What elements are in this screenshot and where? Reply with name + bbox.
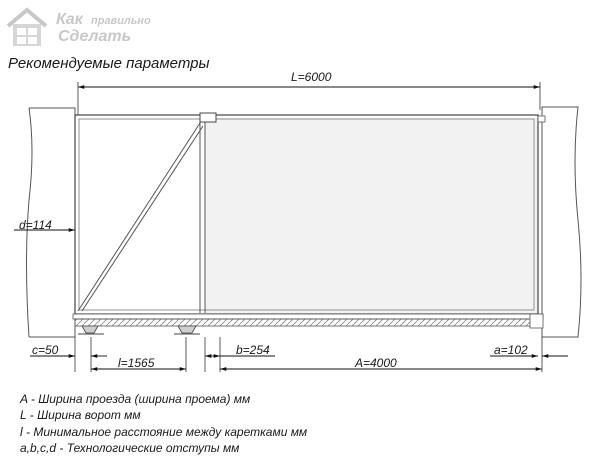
- page-title: Рекомендуемые параметры: [8, 55, 210, 72]
- dimension-c: [30, 343, 107, 357]
- logo-word-2: правильно: [91, 15, 151, 27]
- legend-item-A: A - Ширина проезда (ширина проема) мм: [20, 392, 251, 406]
- carriage-left: [78, 326, 104, 334]
- label-b: b=254: [236, 343, 270, 357]
- dimension-b: [205, 343, 275, 357]
- guide-rail: [73, 314, 543, 328]
- carriage-right: [174, 326, 200, 334]
- legend-item-L: L - Ширина ворот мм: [20, 408, 141, 422]
- legend: [19, 392, 307, 455]
- site-logo: [8, 10, 151, 46]
- label-l: l=1565: [118, 356, 155, 370]
- gate-frame: [75, 113, 545, 316]
- logo-word-1: Как: [56, 11, 83, 28]
- dimension-l: [91, 356, 186, 370]
- logo-word-3: Сделать: [58, 28, 132, 45]
- dimension-a: [490, 343, 568, 357]
- label-d: d=114: [19, 218, 52, 232]
- label-c: c=50: [32, 343, 59, 357]
- right-wall: [542, 107, 581, 337]
- label-a: a=102: [494, 343, 528, 357]
- house-icon: [8, 10, 46, 46]
- legend-item-l: l - Минимальное расстояние между каретками мм: [20, 425, 308, 439]
- label-L: L=6000: [291, 70, 332, 84]
- legend-item-offsets: a,b,c,d - Технологические отступы мм: [20, 441, 240, 455]
- dimension-A: [220, 356, 542, 370]
- label-A: A=4000: [355, 356, 397, 370]
- dimension-L: [78, 70, 540, 115]
